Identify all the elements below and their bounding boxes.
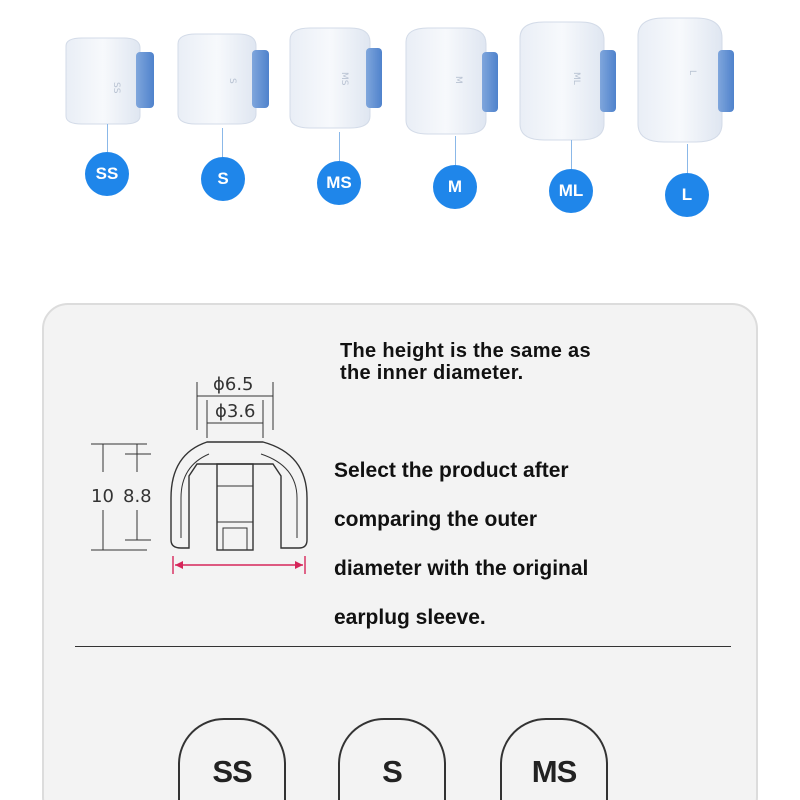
size-badge-l: L xyxy=(665,173,709,217)
svg-text:M: M xyxy=(453,76,463,84)
inner-height-label: 8.8 xyxy=(123,486,152,507)
ear-tip-l xyxy=(634,16,738,146)
ear-tip-ms xyxy=(286,26,386,132)
selection-note xyxy=(334,446,654,642)
ear-tip-ss xyxy=(62,36,158,128)
selection-note-line: Select the product after xyxy=(334,459,569,482)
size-tab-ms: MS xyxy=(500,718,608,800)
size-badge-ms: MS xyxy=(317,161,361,205)
ear-tip-ml xyxy=(516,20,620,144)
section-divider xyxy=(75,646,731,647)
ear-tip-s xyxy=(174,32,272,128)
total-height-label: 10 xyxy=(91,486,114,507)
ear-tip-m xyxy=(402,26,502,138)
svg-text:ML: ML xyxy=(571,72,581,85)
ear-tip-m-icon xyxy=(402,26,502,138)
ear-tip-ms-icon xyxy=(286,26,386,132)
ear-tip-size-row xyxy=(0,0,800,260)
height-note: The height is the same as the inner diameter. xyxy=(340,340,591,384)
size-badge-s: S xyxy=(201,157,245,201)
selection-note-line: diameter with the original xyxy=(334,557,589,580)
size-tab-s: S xyxy=(338,718,446,800)
ear-tip-dimension-drawing xyxy=(85,368,325,584)
ear-tip-ss-icon xyxy=(62,36,158,128)
ear-tip-s-icon xyxy=(174,32,272,128)
size-tab-ss: SS xyxy=(178,718,286,800)
ear-tip-ml-icon xyxy=(516,20,620,144)
inner-diameter-label: ϕ3.6 xyxy=(215,401,256,422)
size-badge-m: M xyxy=(433,165,477,209)
size-badge-ml: ML xyxy=(549,169,593,213)
svg-text:MS: MS xyxy=(339,72,349,86)
ear-tip-l-icon xyxy=(634,16,738,146)
svg-text:SS: SS xyxy=(111,82,121,94)
svg-text:S: S xyxy=(227,78,237,84)
selection-note-line: comparing the outer xyxy=(334,508,538,531)
selection-note-line: earplug sleeve. xyxy=(334,606,486,629)
size-badge-ss: SS xyxy=(85,152,129,196)
outer-diameter-label: ϕ6.5 xyxy=(213,374,254,395)
svg-text:L: L xyxy=(687,70,697,76)
